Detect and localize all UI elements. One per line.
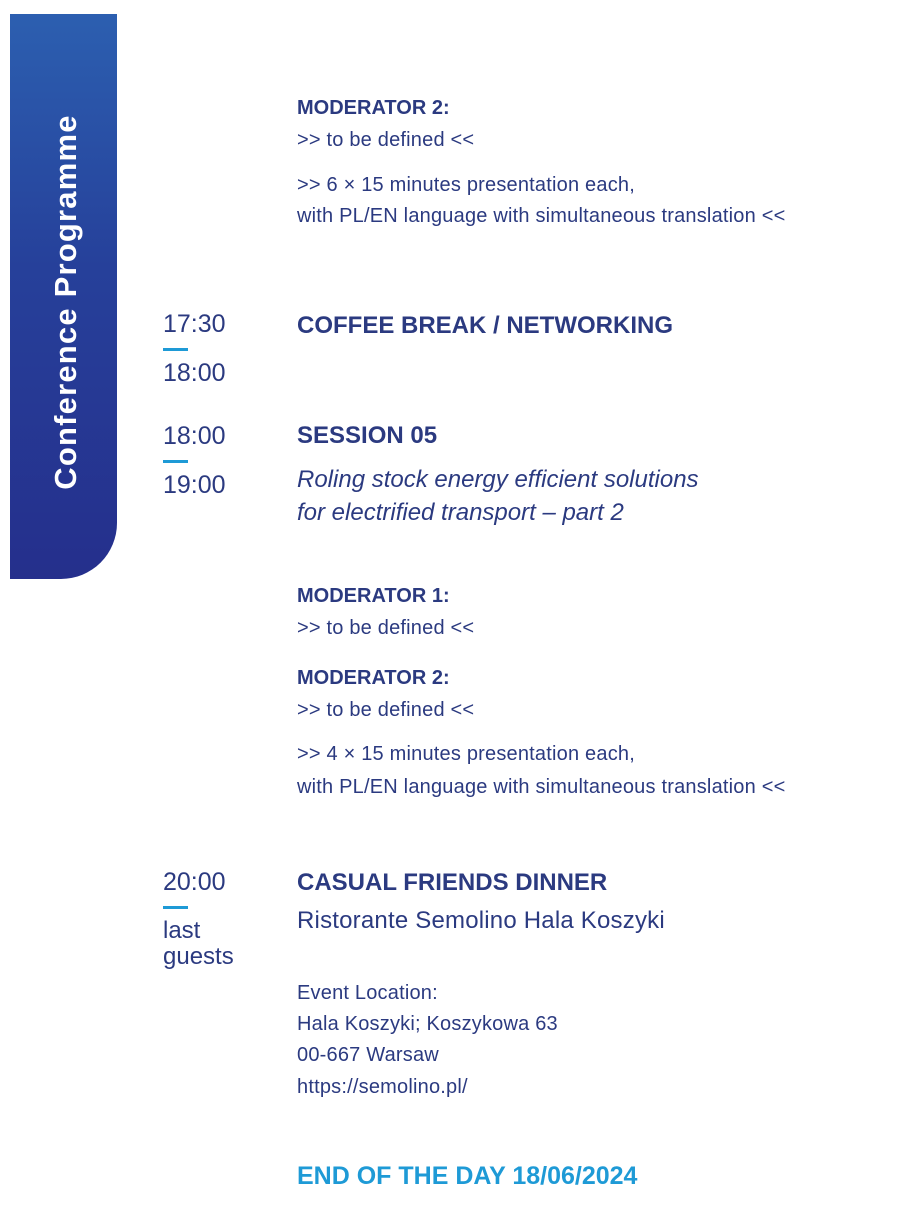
dinner-address-line2: 00-667 Warsaw [297,1044,439,1066]
coffee-time-start: 17:30 [163,310,226,338]
session05-moderator1-value: >> to be defined << [297,617,475,639]
session05-moderator2-label: MODERATOR 2: [297,667,450,689]
top-presentation-line2: with PL/EN language with simultaneous translation << [297,205,786,227]
dinner-website-link[interactable]: https://semolino.pl/ [297,1076,468,1098]
dinner-address-line1: Hala Koszyki; Koszykowa 63 [297,1013,558,1035]
dinner-venue: Ristorante Semolino Hala Koszyki [297,907,665,934]
top-presentation-line1: >> 6 × 15 minutes presentation each, [297,174,635,196]
session05-moderator1-label: MODERATOR 1: [297,585,450,607]
top-moderator2-label: MODERATOR 2: [297,97,450,119]
dinner-time-start: 20:00 [163,868,226,896]
session05-subtitle-line1: Roling stock energy efficient solutions [297,466,699,493]
session05-presentation-line1: >> 4 × 15 minutes presentation each, [297,743,635,765]
session05-time-end: 19:00 [163,471,226,499]
top-moderator2-value: >> to be defined << [297,129,475,151]
session05-time-start: 18:00 [163,422,226,450]
dinner-title: CASUAL FRIENDS DINNER [297,869,608,896]
coffee-time-end: 18:00 [163,359,226,387]
session05-presentation-line2: with PL/EN language with simultaneous translation << [297,776,786,798]
sidebar-title: Conference Programme [48,114,83,490]
end-of-day-label: END OF THE DAY 18/06/2024 [297,1162,638,1190]
dinner-time-end-line1: last [163,917,201,944]
session05-title: SESSION 05 [297,422,438,449]
coffee-time-dash [163,348,188,351]
dinner-location-label: Event Location: [297,982,438,1004]
session05-subtitle-line2: for electrified transport – part 2 [297,499,624,526]
dinner-time-end-line2: guests [163,943,234,970]
coffee-break-title: COFFEE BREAK / NETWORKING [297,312,673,339]
session05-time-dash [163,460,188,463]
dinner-time-dash [163,906,188,909]
session05-moderator2-value: >> to be defined << [297,699,475,721]
